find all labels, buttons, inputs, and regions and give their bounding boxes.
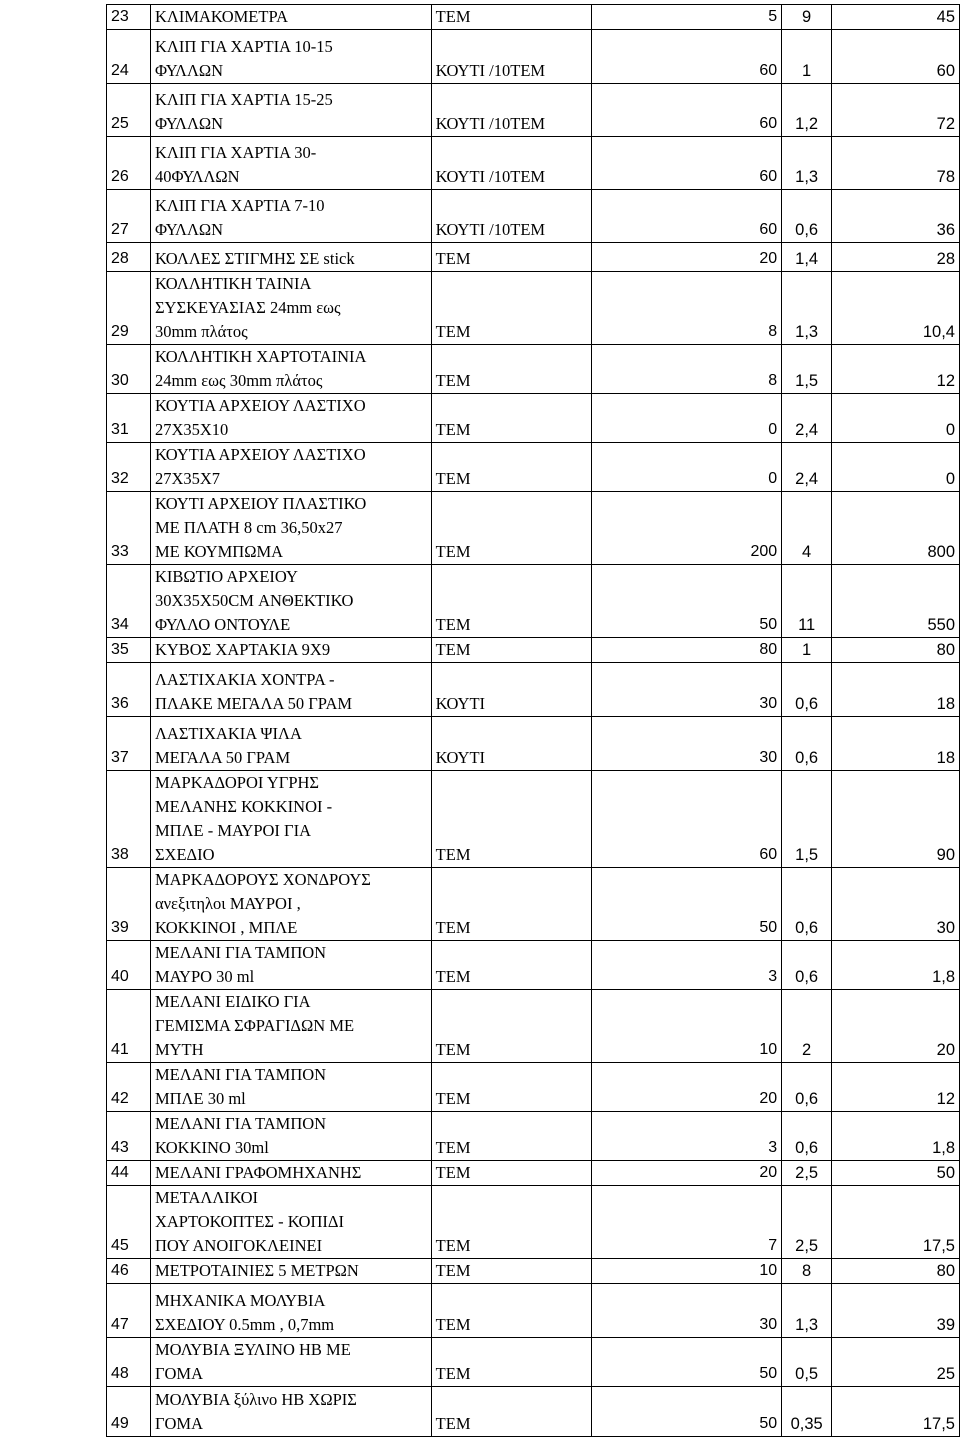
item-unit: ΚΟΥΤΙ /10ΤΕΜ [431,190,592,243]
item-unit: ΤΕΜ [431,565,592,638]
item-quantity: 10 [592,1259,782,1284]
item-description: ΚΟΥΤΙΑ ΑΡΧΕΙΟΥ ΛΑΣΤΙΧΟ 27Χ35Χ10 [150,394,431,443]
item-unit: ΤΕΜ [431,1063,592,1112]
item-unit-price: 0,6 [782,1063,832,1112]
table-row [107,663,960,717]
table-row [107,84,960,137]
item-unit-price: 0,6 [782,1112,832,1161]
item-quantity: 7 [592,1186,782,1259]
table-row [107,394,960,443]
item-unit: ΤΕΜ [431,5,592,30]
item-unit-price: 1,5 [782,345,832,394]
item-total: 800 [832,492,960,565]
item-number: 46 [107,1259,151,1284]
item-total: 36 [832,190,960,243]
item-total: 90 [832,771,960,868]
item-unit: ΤΕΜ [431,1259,592,1284]
item-number: 26 [107,137,151,190]
item-quantity: 60 [592,30,782,84]
item-description: ΜΕΛΑΝΙ ΓΡΑΦΟΜΗΧΑΝΗΣ [150,1161,431,1186]
item-unit: ΤΕΜ [431,941,592,990]
item-quantity: 20 [592,1161,782,1186]
item-total: 12 [832,1063,960,1112]
item-total: 20 [832,990,960,1063]
item-quantity: 50 [592,565,782,638]
item-unit: ΤΕΜ [431,868,592,941]
item-quantity: 50 [592,1387,782,1437]
item-total: 72 [832,84,960,137]
item-quantity: 8 [592,345,782,394]
item-unit: ΤΕΜ [431,272,592,345]
item-unit: ΤΕΜ [431,1338,592,1387]
item-total: 10,4 [832,272,960,345]
table-row [107,565,960,638]
item-total: 17,5 [832,1387,960,1437]
item-unit-price: 2,5 [782,1161,832,1186]
item-total: 550 [832,565,960,638]
table-row [107,345,960,394]
item-description: ΚΛΙΠ ΓΙΑ ΧΑΡΤΙΑ 15-25 ΦΥΛΛΩΝ [150,84,431,137]
table-row [107,990,960,1063]
item-total: 0 [832,394,960,443]
item-unit-price: 1,3 [782,137,832,190]
item-unit-price: 1 [782,30,832,84]
item-description: ΛΑΣΤΙΧΑΚΙΑ ΨΙΛΑ ΜΕΓΑΛΑ 50 ΓΡΑΜ [150,717,431,771]
items-table [106,4,960,1437]
item-description: ΚΛΙΠ ΓΙΑ ΧΑΡΤΙΑ 7-10 ΦΥΛΛΩΝ [150,190,431,243]
item-unit: ΤΕΜ [431,1284,592,1338]
item-number: 42 [107,1063,151,1112]
item-unit-price: 2 [782,990,832,1063]
item-unit-price: 11 [782,565,832,638]
item-unit: ΚΟΥΤΙ [431,663,592,717]
item-description: ΚΥΒΟΣ ΧΑΡΤΑΚΙΑ 9Χ9 [150,638,431,663]
item-quantity: 60 [592,771,782,868]
item-total: 1,8 [832,1112,960,1161]
item-number: 25 [107,84,151,137]
item-total: 80 [832,1259,960,1284]
item-unit-price: 0,35 [782,1387,832,1437]
item-description: ΚΟΛΛΗΤΙΚΗ ΤΑΙΝΙΑ ΣΥΣΚΕΥΑΣΙΑΣ 24mm εως 30mm πλάτος [150,272,431,345]
item-unit-price: 8 [782,1259,832,1284]
table-row [107,243,960,272]
table-row [107,272,960,345]
item-unit: ΤΕΜ [431,990,592,1063]
item-number: 23 [107,5,151,30]
table-row [107,717,960,771]
item-description: ΚΛΙΜΑΚΟΜΕΤΡΑ [150,5,431,30]
item-total: 0 [832,443,960,492]
item-total: 78 [832,137,960,190]
table-row [107,868,960,941]
item-unit-price: 1,2 [782,84,832,137]
item-unit: ΤΕΜ [431,243,592,272]
item-description: ΜΕΛΑΝΙ ΓΙΑ ΤΑΜΠΟΝ ΜΑΥΡΟ 30 ml [150,941,431,990]
item-description: ΜΕΤΑΛΛΙΚΟΙ ΧΑΡΤΟΚΟΠΤΕΣ - ΚΟΠΙΔΙ ΠΟΥ ΑΝΟΙΓΟΚΛΕΙΝΕΙ [150,1186,431,1259]
item-unit-price: 4 [782,492,832,565]
item-number: 40 [107,941,151,990]
item-description: ΜΗΧΑΝΙΚΑ ΜΟΛΥΒΙΑ ΣΧΕΔΙΟΥ 0.5mm , 0,7mm [150,1284,431,1338]
item-unit: ΤΕΜ [431,492,592,565]
item-number: 32 [107,443,151,492]
item-unit: ΤΕΜ [431,1186,592,1259]
table-row [107,492,960,565]
item-description: ΚΟΛΛΕΣ ΣΤΙΓΜΗΣ ΣΕ stick [150,243,431,272]
item-number: 27 [107,190,151,243]
item-number: 38 [107,771,151,868]
item-total: 50 [832,1161,960,1186]
item-description: ΜΕΛΑΝΙ ΓΙΑ ΤΑΜΠΟΝ ΜΠΛΕ 30 ml [150,1063,431,1112]
item-unit-price: 0,6 [782,190,832,243]
item-total: 39 [832,1284,960,1338]
item-number: 33 [107,492,151,565]
item-number: 37 [107,717,151,771]
item-total: 80 [832,638,960,663]
item-number: 30 [107,345,151,394]
item-unit: ΚΟΥΤΙ [431,717,592,771]
item-description: ΚΙΒΩΤΙΟ ΑΡΧΕΙΟΥ 30Χ35Χ50CM ΑΝΘΕΚΤΙΚΟ ΦΥΛΛΟ ΟΝΤΟΥΛΕ [150,565,431,638]
item-quantity: 20 [592,1063,782,1112]
item-number: 47 [107,1284,151,1338]
item-unit: ΤΕΜ [431,1112,592,1161]
item-description: ΚΛΙΠ ΓΙΑ ΧΑΡΤΙΑ 10-15 ΦΥΛΛΩΝ [150,30,431,84]
item-quantity: 80 [592,638,782,663]
item-number: 48 [107,1338,151,1387]
item-unit-price: 1 [782,638,832,663]
item-number: 43 [107,1112,151,1161]
item-quantity: 30 [592,717,782,771]
item-description: ΚΟΛΛΗΤΙΚΗ ΧΑΡΤΟΤΑΙΝΙΑ 24mm εως 30mm πλάτος [150,345,431,394]
item-total: 30 [832,868,960,941]
item-quantity: 10 [592,990,782,1063]
item-total: 60 [832,30,960,84]
item-quantity: 30 [592,1284,782,1338]
item-description: ΜΑΡΚΑΔΟΡΟΥΣ ΧΟΝΔΡΟΥΣ ανεξιτηλοι ΜΑΥΡΟΙ , ΚΟΚΚΙΝΟΙ , ΜΠΛΕ [150,868,431,941]
item-unit: ΤΕΜ [431,345,592,394]
item-unit-price: 2,4 [782,443,832,492]
item-description: ΚΛΙΠ ΓΙΑ ΧΑΡΤΙΑ 30- 40ΦΥΛΛΩΝ [150,137,431,190]
item-quantity: 3 [592,941,782,990]
table-row [107,1259,960,1284]
item-number: 35 [107,638,151,663]
item-unit: ΤΕΜ [431,771,592,868]
item-unit-price: 1,5 [782,771,832,868]
item-description: ΜΟΛΥΒΙΑ ΞΥΛΙΝΟ ΗΒ ΜΕ ΓΟΜΑ [150,1338,431,1387]
item-unit: ΚΟΥΤΙ /10ΤΕΜ [431,30,592,84]
item-unit: ΚΟΥΤΙ /10ΤΕΜ [431,137,592,190]
item-description: ΜΟΛΥΒΙΑ ξύλινο ΗΒ ΧΩΡΙΣ ΓΟΜΑ [150,1387,431,1437]
item-description: ΜΕΛΑΝΙ ΕΙΔΙΚΟ ΓΙΑ ΓΕΜΙΣΜΑ ΣΦΡΑΓΙΔΩΝ ΜΕ ΜΥΤΗ [150,990,431,1063]
table-row [107,771,960,868]
item-quantity: 60 [592,137,782,190]
item-total: 45 [832,5,960,30]
item-quantity: 50 [592,868,782,941]
item-description: ΚΟΥΤΙ ΑΡΧΕΙΟΥ ΠΛΑΣΤΙΚΟ ΜΕ ΠΛΑΤΗ 8 cm 36,50x27 ΜΕ ΚΟΥΜΠΩΜΑ [150,492,431,565]
items-table-body [107,5,960,1437]
table-row [107,1284,960,1338]
item-number: 29 [107,272,151,345]
item-unit: ΤΕΜ [431,443,592,492]
table-row [107,137,960,190]
item-number: 36 [107,663,151,717]
item-unit: ΤΕΜ [431,638,592,663]
item-total: 25 [832,1338,960,1387]
table-row [107,1063,960,1112]
item-unit: ΤΕΜ [431,1161,592,1186]
item-unit-price: 9 [782,5,832,30]
item-description: ΜΕΤΡΟΤΑΙΝΙΕΣ 5 ΜΕΤΡΩΝ [150,1259,431,1284]
item-total: 17,5 [832,1186,960,1259]
item-number: 41 [107,990,151,1063]
item-unit-price: 2,5 [782,1186,832,1259]
item-description: ΜΑΡΚΑΔΟΡΟΙ ΥΓΡΗΣ ΜΕΛΑΝΗΣ ΚΟΚΚΙΝΟΙ - ΜΠΛΕ - ΜΑΥΡΟΙ ΓΙΑ ΣΧΕΔΙΟ [150,771,431,868]
item-number: 28 [107,243,151,272]
table-row [107,1112,960,1161]
item-total: 28 [832,243,960,272]
item-quantity: 5 [592,5,782,30]
item-quantity: 8 [592,272,782,345]
table-row [107,190,960,243]
item-number: 49 [107,1387,151,1437]
item-number: 24 [107,30,151,84]
item-description: ΜΕΛΑΝΙ ΓΙΑ ΤΑΜΠΟΝ ΚΟΚΚΙΝΟ 30ml [150,1112,431,1161]
item-number: 44 [107,1161,151,1186]
item-total: 1,8 [832,941,960,990]
table-row [107,1186,960,1259]
item-unit: ΤΕΜ [431,1387,592,1437]
item-unit-price: 0,6 [782,663,832,717]
item-number: 45 [107,1186,151,1259]
item-total: 12 [832,345,960,394]
item-quantity: 30 [592,663,782,717]
table-row [107,1387,960,1437]
item-unit: ΚΟΥΤΙ /10ΤΕΜ [431,84,592,137]
table-row [107,443,960,492]
item-quantity: 60 [592,190,782,243]
item-unit-price: 0,5 [782,1338,832,1387]
item-quantity: 3 [592,1112,782,1161]
item-total: 18 [832,663,960,717]
item-unit-price: 1,3 [782,272,832,345]
item-number: 39 [107,868,151,941]
table-row [107,5,960,30]
item-total: 18 [832,717,960,771]
item-unit-price: 0,6 [782,941,832,990]
item-unit: ΤΕΜ [431,394,592,443]
item-quantity: 0 [592,443,782,492]
item-quantity: 20 [592,243,782,272]
item-quantity: 60 [592,84,782,137]
item-unit-price: 1,4 [782,243,832,272]
item-quantity: 50 [592,1338,782,1387]
item-number: 34 [107,565,151,638]
item-number: 31 [107,394,151,443]
item-unit-price: 0,6 [782,868,832,941]
item-unit-price: 0,6 [782,717,832,771]
table-row [107,30,960,84]
table-row [107,941,960,990]
item-unit-price: 2,4 [782,394,832,443]
item-unit-price: 1,3 [782,1284,832,1338]
item-quantity: 0 [592,394,782,443]
table-row [107,1338,960,1387]
item-quantity: 200 [592,492,782,565]
table-row [107,1161,960,1186]
item-description: ΛΑΣΤΙΧΑΚΙΑ ΧΟΝΤΡΑ - ΠΛΑΚΕ ΜΕΓΑΛΑ 50 ΓΡΑΜ [150,663,431,717]
item-description: ΚΟΥΤΙΑ ΑΡΧΕΙΟΥ ΛΑΣΤΙΧΟ 27Χ35Χ7 [150,443,431,492]
table-row [107,638,960,663]
